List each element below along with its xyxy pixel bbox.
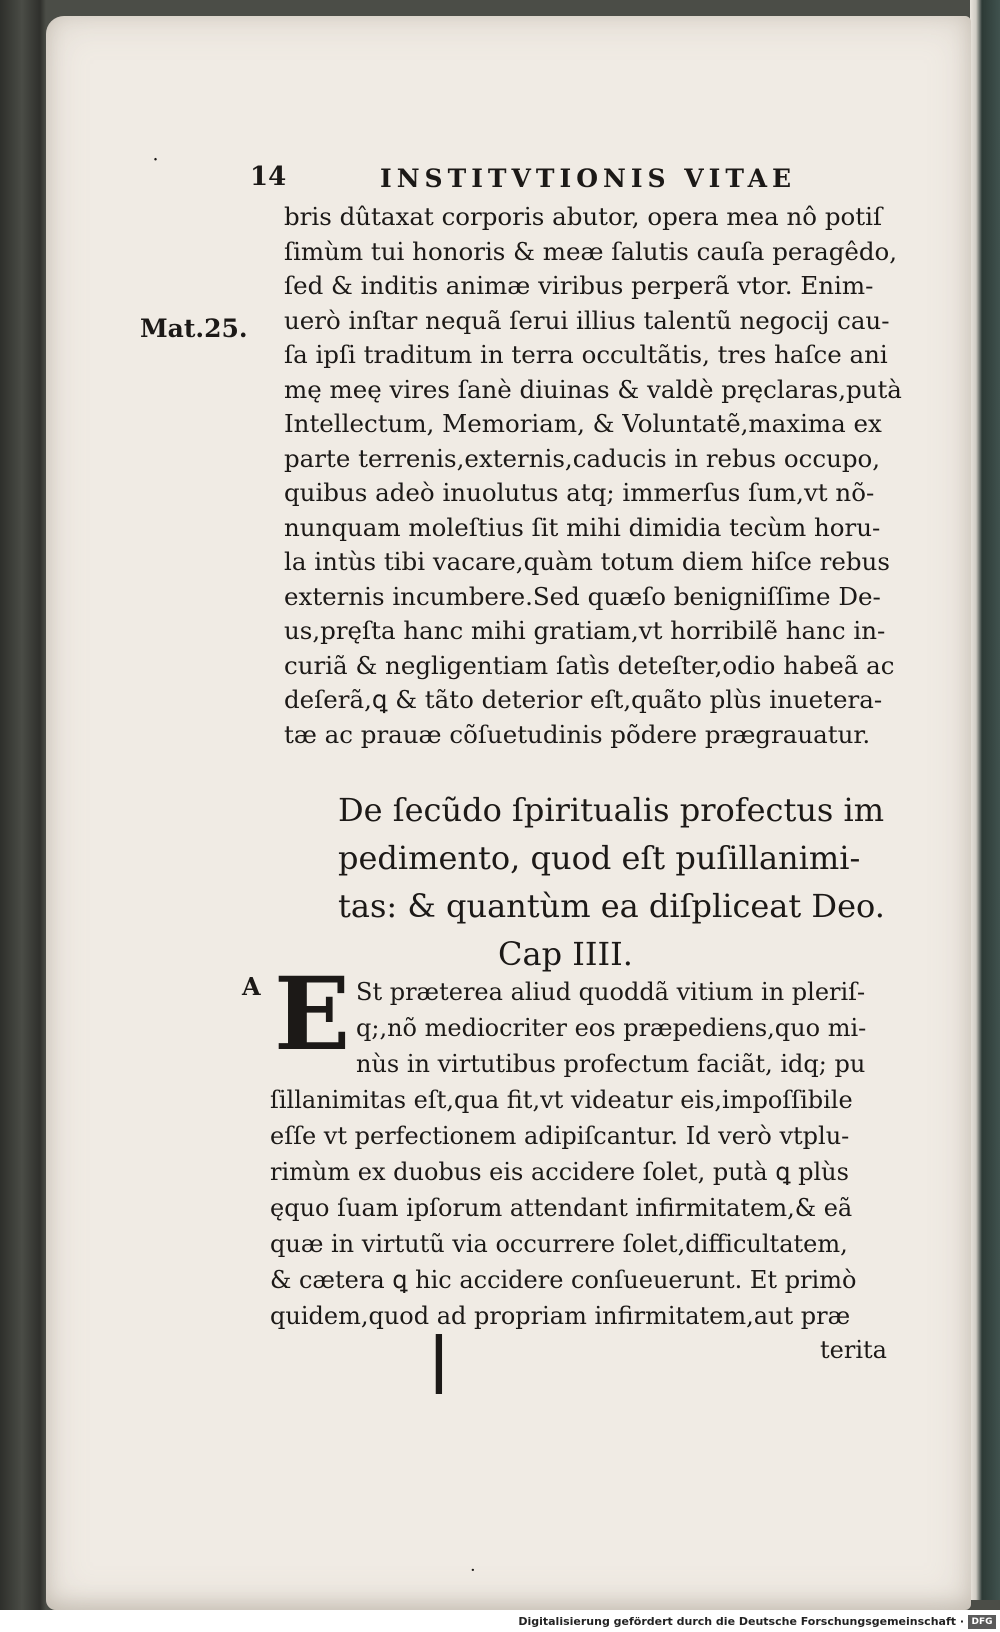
page-header (250, 162, 890, 202)
text-line: St præterea aliud quoddã vitium in pleriſ- (356, 978, 866, 1006)
text-line: quidem,quod ad propriam infirmitatem,aut præ (270, 1302, 851, 1330)
text-line: parte terrenis,externis,caducis in rebus occupo, (284, 443, 881, 473)
text-line: ſillanimitas eſt,qua fit,vt videatur eis,impoſſibile (270, 1086, 853, 1114)
paragraph-body (270, 1082, 920, 1334)
running-head: INSTITVTIONIS VITAE (380, 164, 797, 193)
text-line: externis incumbere.Sed quæſo benigniſſime De- (284, 581, 881, 611)
text-line: mę meę vires ſanè diuinas & valdè pręclaras,putà (284, 374, 902, 404)
text-line: nunquam moleſtius ſit mihi dimidia tecùm horu- (284, 512, 881, 542)
body-text (284, 200, 924, 752)
text-line: ſed & inditis animæ viribus perperã vtor. Enim- (284, 271, 874, 300)
text-line: curiã & negligentiam ſatìs deteſter,odio habeã ac (284, 650, 895, 680)
ink-blot: | (428, 1325, 450, 1395)
page-number: 14 (250, 162, 287, 192)
text-line: us,pręſta hanc mihi gratiam,vt horribilẽ hanc in- (284, 616, 886, 645)
text-line: quæ in virtutũ via occurrere ſolet,difficultatem, (270, 1230, 848, 1258)
ink-speck: · (470, 1560, 476, 1581)
book-edge (970, 0, 1000, 1600)
text-line: ſa ipſi traditum in terra occultãtis, tres haſce ani (284, 340, 888, 369)
section-letter: A (242, 972, 261, 1001)
catchword: terita (820, 1336, 887, 1364)
heading-line: tas: & quantùm ea diſpliceat Deo. (338, 887, 885, 925)
text-line: eſſe vt perfectionem adipiſcantur. Id verò vtplu- (270, 1122, 850, 1150)
text-line: rimùm ex duobus eis accidere ſolet, putà ꝗ plùs (270, 1158, 849, 1186)
text-line: tæ ac prauæ cõſuetudinis põdere prægrauatur. (284, 719, 871, 749)
text-line: & cætera ꝗ hic accidere conſueuerunt. Et primò (270, 1266, 857, 1294)
text-line: q;,nõ mediocriter eos præpediens,quo mi- (356, 1014, 867, 1042)
footer-credit: Digitalisierung gefördert durch die Deutsche Forschungsgemeinschaft · (518, 1615, 964, 1628)
text-line: Intellectum, Memoriam, & Voluntatẽ,maxima ex (284, 409, 882, 438)
text-line: bris dûtaxat corporis abutor, opera mea nô potiſ (284, 202, 883, 231)
text-line: la intùs tibi vacare,quàm totum diem hiſce rebus (284, 547, 890, 576)
drop-cap: E (274, 955, 351, 1073)
dfg-logo: DFG (968, 1615, 996, 1629)
text-line: ſimùm tui honoris & meæ ſalutis cauſa peragêdo, (284, 236, 898, 266)
chapter-number: Cap IIII. (498, 935, 633, 973)
heading-line: De ſecũdo ſpiritualis profectus im (338, 791, 885, 829)
text-line: nùs in virtutibus profectum faciãt, idq; pu (356, 1050, 866, 1078)
marginal-note: Mat.25. (140, 314, 248, 343)
heading-line: pedimento, quod eſt puſillanimi- (338, 839, 861, 877)
footer-band (0, 1610, 1000, 1632)
paragraph-opening (356, 974, 916, 1082)
text-line: quibus adeò inuolutus atq; immerſus ſum,vt nõ- (284, 478, 875, 507)
ink-speck: ˙ (150, 156, 161, 181)
text-line: uerò inſtar nequã ſerui illius talentũ negocij cau- (284, 305, 890, 335)
text-line: ęquo ſuam ipſorum attendant infirmitatem,& eã (270, 1194, 853, 1222)
chapter-heading (338, 786, 918, 978)
text-line: deſerã,ꝗ & tãto deterior eſt,quãto plùs inuetera- (284, 685, 883, 714)
